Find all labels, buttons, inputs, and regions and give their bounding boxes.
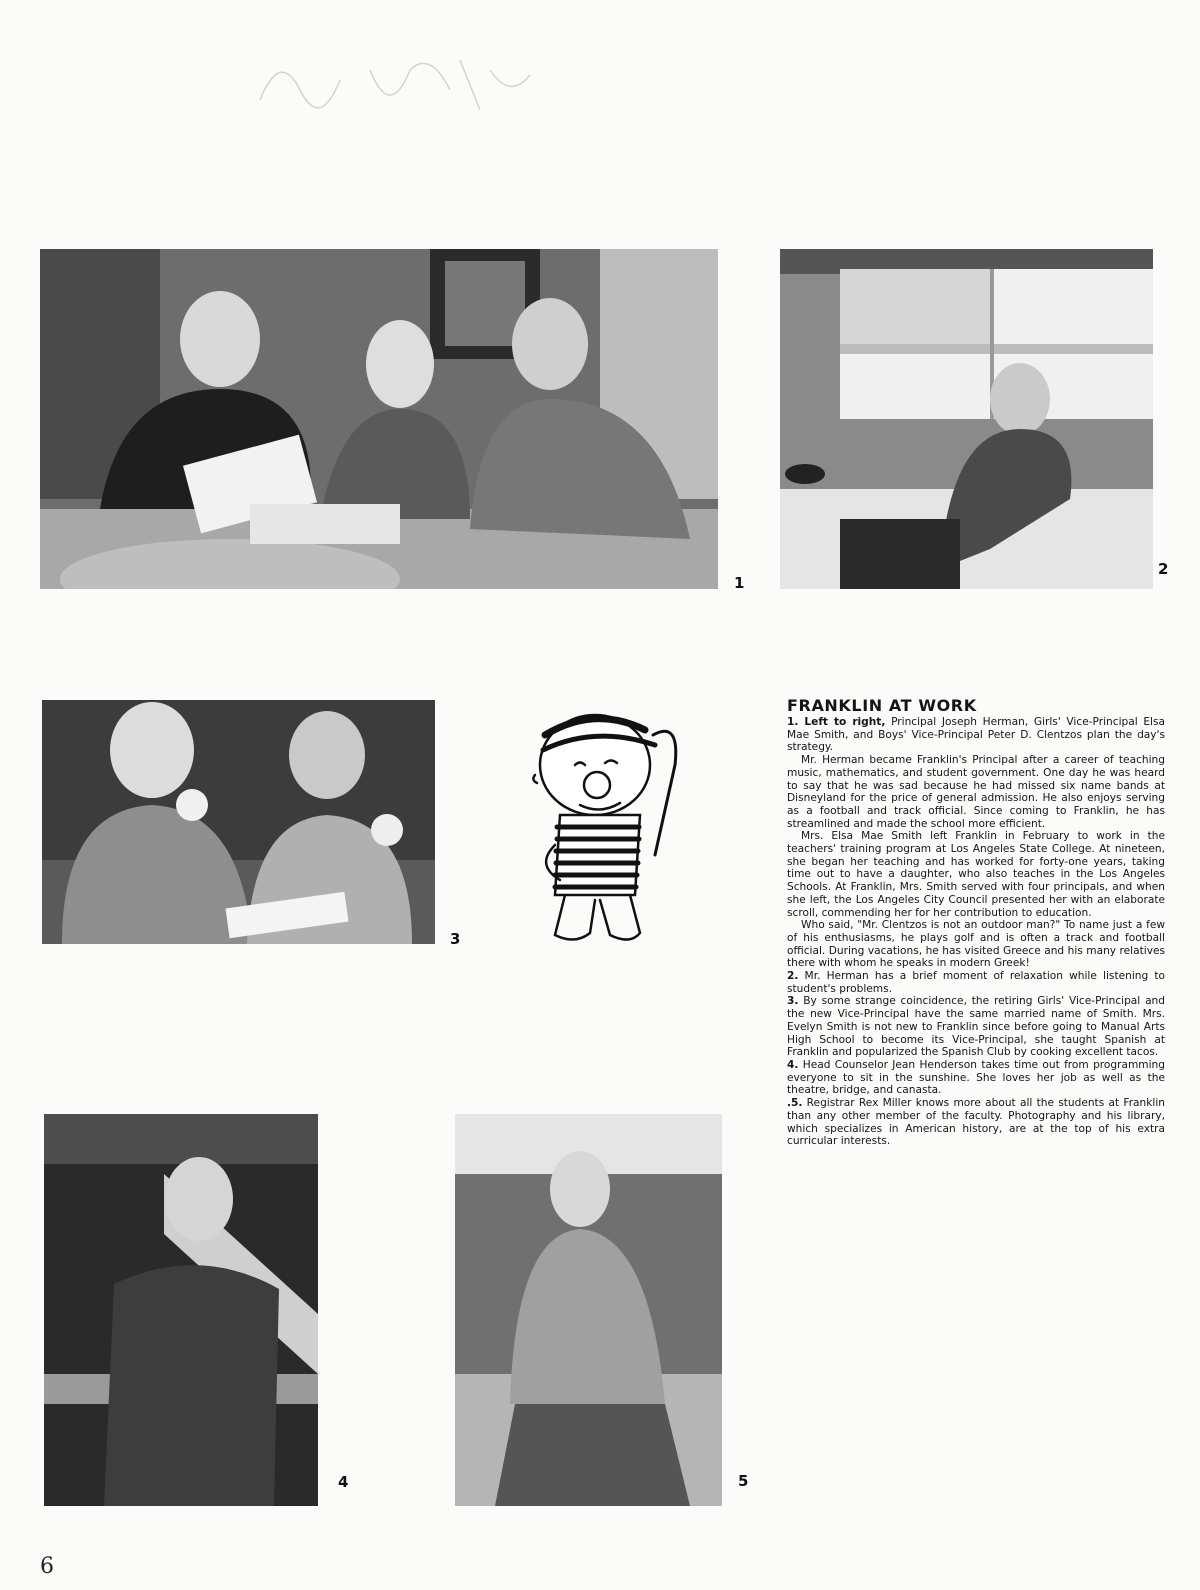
caption-2: 2. Mr. Herman has a brief moment of relaxation while listening to student's problems. [787,970,1165,995]
article-title: FRANKLIN AT WORK [787,696,977,715]
photo-registrar [455,1114,722,1506]
photo-number-2: 2 [1158,560,1169,578]
photo-number-3: 3 [450,930,461,948]
paragraph-clentzos: Who said, "Mr. Clentzos is not an outdoor man?" To name just a few of his enthusiasms, he plays golf and is often a track and football official. During vacations, he has visited Greece and his many relatives there with whom he speaks in modern Greek! [787,919,1165,970]
photo-two-vice-principals [42,700,435,944]
photo-number-4: 4 [338,1473,349,1491]
page-number: 6 [40,1554,54,1579]
cartoon-mascot [505,705,685,950]
caption-4: 4. Head Counselor Jean Henderson takes time out from programming everyone to sit in the sunshine. She loves her job as well as the theatre, bridge, and canasta. [787,1058,1165,1097]
paragraph-herman: Mr. Herman became Franklin's Principal after a career of teaching music, mathematics, and student government. One day he was heard to say that he was sad because he had missed six name bands at Disneyland for the price of general admission. He also enjoys serving as a football and track official. Since coming to Franklin, he has streamlined and made the school more efficient. [787,754,1165,830]
pencil-scribble [250,30,550,150]
photo-number-1: 1 [734,574,745,592]
caption-3: 3. By some strange coincidence, the retiring Girls' Vice-Principal and the new Vice-Principal have the same married name of Smith. Mrs. Evelyn Smith is not new to Franklin since before going to Manual Arts High School to become its Vice-Principal, she taught Spanish at Franklin and popularized the Spanish Club by cooking excellent tacos. [787,995,1165,1059]
caption-5: .5. Registrar Rex Miller knows more about all the students at Franklin than any other member of the faculty. Photography and his library, which specializes in American history, are at the top of his extra curricular interests. [787,1097,1165,1148]
paragraph-smith: Mrs. Elsa Mae Smith left Franklin in February to work in the teachers' training program at Los Angeles State College. At nineteen, she began her teaching and has worked for forty-one years, taking time out to have a daughter, who also teaches in the Los Angeles Schools. At Franklin, Mrs. Smith served with four principals, and when she left, the Los Angeles City Council presented her with an elaborate scroll, commending her for her contribution to education. [787,830,1165,919]
photo-relaxing-principal [780,249,1153,589]
article-text [787,697,1165,1148]
photo-head-counselor [44,1114,318,1506]
photo-number-5: 5 [738,1472,749,1490]
photo-administrators [40,249,718,589]
caption-1: 1. Left to right, Principal Joseph Herman, Girls' Vice-Principal Elsa Mae Smith, and Boys' Vice-Principal Peter D. Clentzos plan the day's strategy. [787,716,1165,754]
